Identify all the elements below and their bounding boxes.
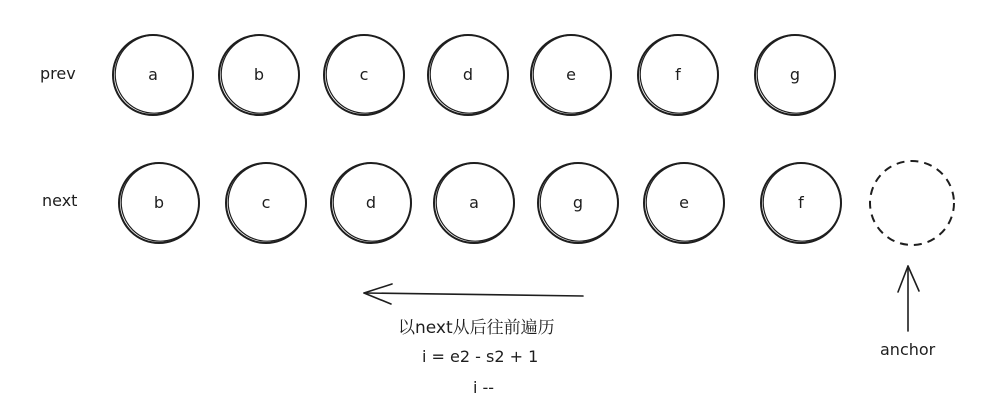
next-node-label: f: [798, 193, 804, 212]
prev-node-label: c: [359, 65, 369, 84]
next-node-b: [119, 163, 199, 243]
next-node-label: c: [261, 193, 271, 212]
prev-node-c: [324, 35, 404, 115]
anchor-label: anchor: [880, 340, 936, 359]
prev-row: [113, 35, 835, 115]
next-node-label: b: [153, 193, 165, 212]
prev-node-e: [531, 35, 611, 115]
prev-node-b: [219, 35, 299, 115]
next-node-f: [761, 163, 841, 243]
next-node-g: [538, 163, 618, 243]
next-node-label: g: [572, 193, 584, 212]
prev-node-d: [428, 35, 508, 115]
prev-row-label: prev: [40, 64, 76, 83]
next-row: [119, 163, 841, 243]
anchor-arrow: [898, 266, 919, 331]
prev-node-g: [755, 35, 835, 115]
anchor-placeholder-circle: [870, 161, 954, 245]
prev-node-label: d: [462, 65, 474, 84]
next-node-a: [434, 163, 514, 243]
next-node-e: [644, 163, 724, 243]
next-node-label: e: [679, 193, 689, 212]
index-formula: i = e2 - s2 + 1: [422, 347, 539, 366]
prev-node-f: [638, 35, 718, 115]
next-node-d: [331, 163, 411, 243]
prev-node-label: a: [148, 65, 158, 84]
next-node-label: a: [469, 193, 479, 212]
traversal-note: 以next从后往前遍历: [398, 318, 555, 338]
prev-node-label: e: [566, 65, 576, 84]
next-row-label: next: [42, 191, 78, 210]
traversal-direction-arrow: [364, 284, 583, 304]
prev-node-a: [113, 35, 193, 115]
index-decrement: i --: [473, 378, 495, 397]
next-node-c: [226, 163, 306, 243]
prev-node-label: f: [675, 65, 681, 84]
prev-node-label: g: [789, 65, 801, 84]
next-node-label: d: [365, 193, 377, 212]
prev-node-label: b: [253, 65, 265, 84]
